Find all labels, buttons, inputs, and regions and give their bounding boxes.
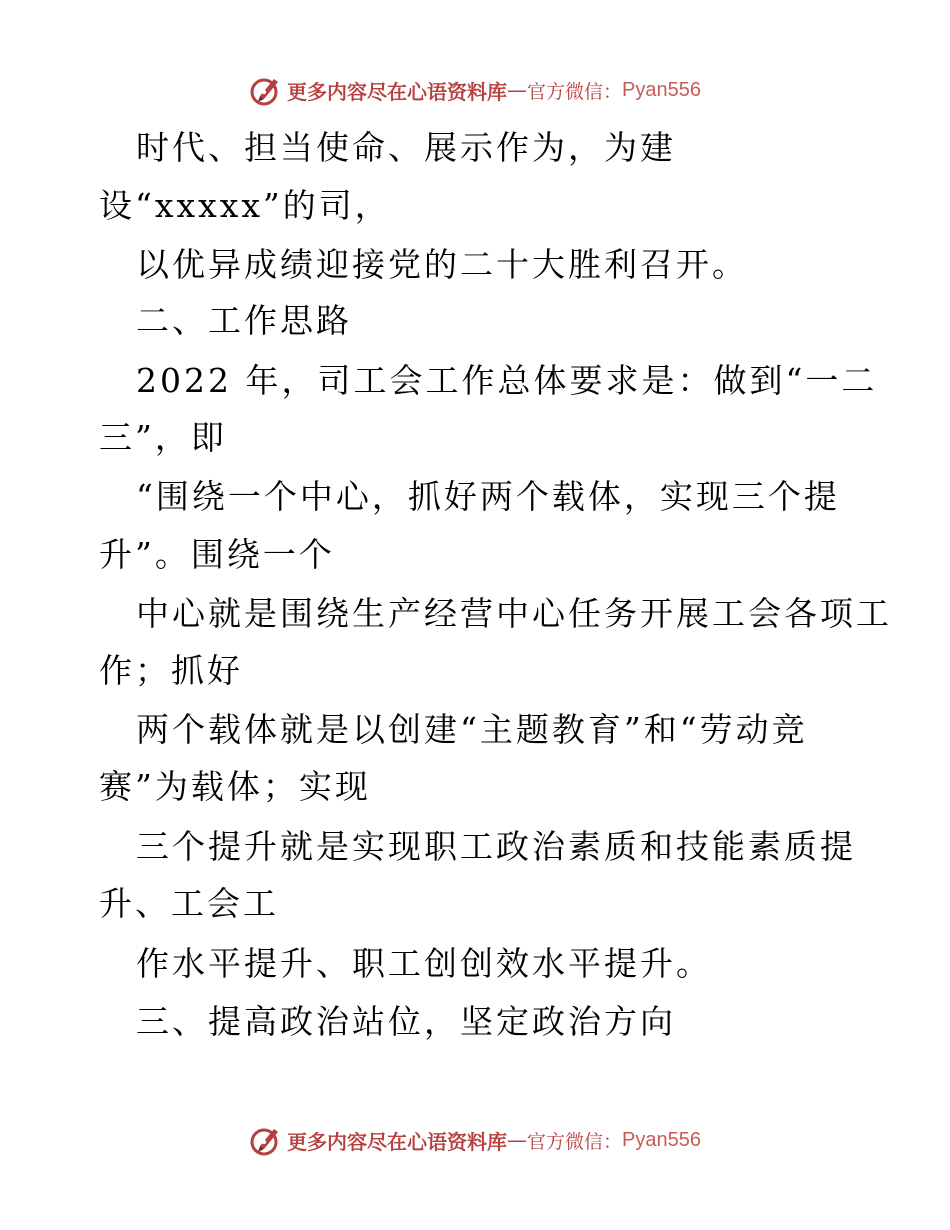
watermark-wechat-id: Pyan556 xyxy=(622,1128,701,1151)
text-line: 设“xxxxx”的司， xyxy=(99,186,391,225)
text-line: 两个载体就是以创建“主题教育”和“劳动竞 xyxy=(136,710,808,749)
watermark-wechat-id: Pyan556 xyxy=(622,78,701,101)
section-heading: 三、提高政治站位，坚定政治方向 xyxy=(136,1002,676,1041)
quill-pen-icon xyxy=(249,73,283,107)
text-line: 三个提升就是实现职工政治素质和技能素质提 xyxy=(136,827,856,866)
watermark-separator: — xyxy=(507,1128,527,1152)
watermark-brand: 更多内容尽在心语资料库 xyxy=(287,1129,507,1154)
text-line: 赛”为载体；实现 xyxy=(99,767,371,806)
text-line: 作水平提升、职工创创效水平提升。 xyxy=(136,944,712,983)
text-line: 中心就是围绕生产经营中心任务开展工会各项工 xyxy=(136,594,892,633)
text-line: 以优异成绩迎接党的二十大胜利召开。 xyxy=(136,245,748,284)
section-heading: 二、工作思路 xyxy=(136,301,352,340)
text-line: 2022 年，司工会工作总体要求是：做到“一二 xyxy=(136,361,878,400)
header-watermark xyxy=(0,70,950,110)
watermark-label: 官方微信： xyxy=(527,1130,623,1153)
quill-pen-icon xyxy=(249,1123,283,1157)
text-line: 升、工会工 xyxy=(99,884,279,923)
text-line: 作；抓好 xyxy=(99,651,243,690)
text-line: 升”。围绕一个 xyxy=(99,535,335,574)
text-line: “围绕一个中心，抓好两个载体，实现三个提 xyxy=(136,477,840,516)
text-line: 时代、担当使命、展示作为，为建 xyxy=(136,128,676,167)
watermark-separator: — xyxy=(507,78,527,102)
text-line: 三”，即 xyxy=(99,418,227,457)
watermark-brand: 更多内容尽在心语资料库 xyxy=(287,79,507,104)
watermark-label: 官方微信： xyxy=(527,80,623,103)
footer-watermark xyxy=(0,1120,950,1160)
